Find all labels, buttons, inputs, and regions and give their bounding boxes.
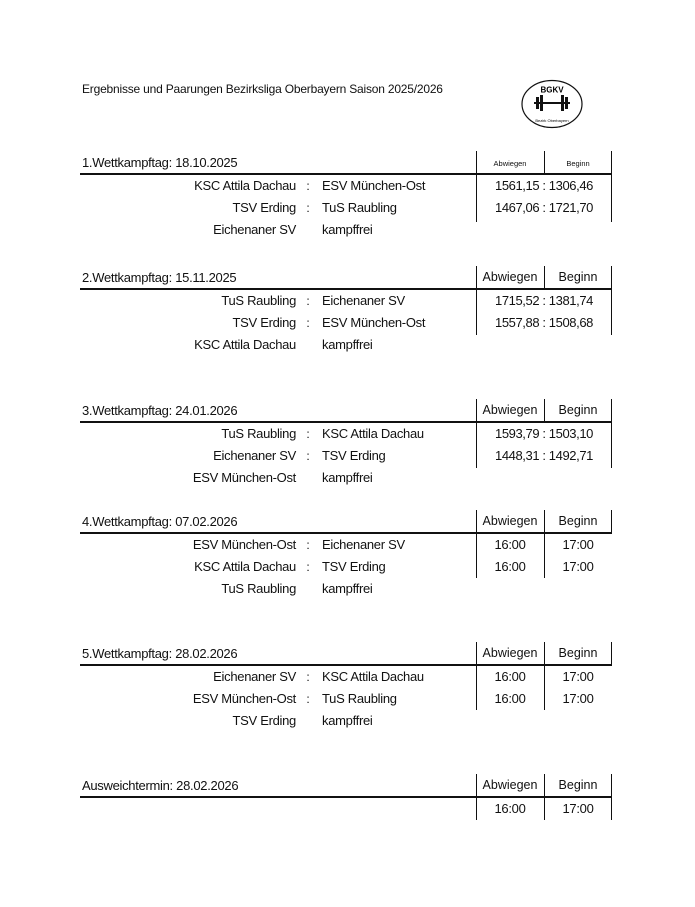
start-time: 17:00 bbox=[562, 669, 594, 684]
weigh-in-time: 16:00 bbox=[494, 669, 526, 684]
matchday-2 bbox=[0, 266, 695, 366]
start-time: 17:00 bbox=[562, 559, 594, 574]
weigh-in-header: Abwiegen bbox=[482, 403, 538, 417]
away-team: KSC Attila Dachau bbox=[322, 426, 424, 441]
matchday-1 bbox=[0, 151, 695, 251]
vs-separator: : bbox=[306, 201, 310, 215]
away-team: ESV München-Ost bbox=[322, 315, 426, 330]
bye-team: KSC Attila Dachau bbox=[194, 337, 296, 352]
start-time: 17:00 bbox=[562, 801, 594, 816]
vs-separator: : bbox=[306, 316, 310, 330]
vs-separator: : bbox=[306, 449, 310, 463]
start-header: Beginn bbox=[558, 403, 598, 417]
bye-team: TSV Erding bbox=[232, 713, 296, 728]
bye-team: ESV München-Ost bbox=[192, 470, 296, 485]
weigh-in-time: 16:00 bbox=[494, 801, 526, 816]
alternate-title: Ausweichtermin: 28.02.2026 bbox=[82, 778, 239, 793]
match-result: 1467,06 : 1721,70 bbox=[494, 200, 594, 215]
away-team: ESV München-Ost bbox=[322, 178, 426, 193]
start-time: 17:00 bbox=[562, 537, 594, 552]
weigh-in-header: Abwiegen bbox=[482, 514, 538, 528]
bye-team: TuS Raubling bbox=[221, 581, 296, 596]
barbell-icon bbox=[534, 95, 570, 111]
home-team: KSC Attila Dachau bbox=[194, 559, 296, 574]
bye-team: Eichenaner SV bbox=[213, 222, 296, 237]
matchday-title: 3.Wettkampftag: 24.01.2026 bbox=[82, 403, 238, 418]
home-team: Eichenaner SV bbox=[213, 669, 296, 684]
home-team: TuS Raubling bbox=[221, 426, 296, 441]
bgkv-logo bbox=[521, 79, 583, 129]
start-header: Beginn bbox=[558, 778, 598, 792]
home-team: TuS Raubling bbox=[221, 293, 296, 308]
vs-separator: : bbox=[306, 670, 310, 684]
home-team: TSV Erding bbox=[232, 315, 296, 330]
start-header: Beginn bbox=[558, 270, 598, 284]
away-team: TuS Raubling bbox=[322, 691, 397, 706]
start-header: Beginn bbox=[558, 646, 598, 660]
match-result: 1715,52 : 1381,74 bbox=[494, 293, 594, 308]
match-result: 1448,31 : 1492,71 bbox=[494, 448, 594, 463]
weigh-in-time: 16:00 bbox=[494, 691, 526, 706]
vs-separator: : bbox=[306, 427, 310, 441]
away-team: Eichenaner SV bbox=[322, 293, 405, 308]
matchday-3 bbox=[0, 399, 695, 499]
matchday-5 bbox=[0, 642, 695, 742]
logo-abbr: BGKV bbox=[540, 85, 564, 95]
away-team: KSC Attila Dachau bbox=[322, 669, 424, 684]
home-team: KSC Attila Dachau bbox=[194, 178, 296, 193]
vs-separator: : bbox=[306, 179, 310, 193]
weigh-in-time: 16:00 bbox=[494, 559, 526, 574]
matchday-title: 2.Wettkampftag: 15.11.2025 bbox=[82, 270, 237, 285]
page-title: Ergebnisse und Paarungen Bezirksliga Oberbayern Saison 2025/2026 bbox=[82, 82, 443, 96]
alternate-date bbox=[0, 774, 695, 824]
match-result: 1593,79 : 1503,10 bbox=[494, 426, 594, 441]
away-team: TuS Raubling bbox=[322, 200, 397, 215]
vs-separator: : bbox=[306, 538, 310, 552]
weigh-in-time: 16:00 bbox=[494, 537, 526, 552]
home-team: ESV München-Ost bbox=[192, 537, 296, 552]
weigh-in-header: Abwiegen bbox=[493, 159, 527, 168]
home-team: Eichenaner SV bbox=[213, 448, 296, 463]
weigh-in-header: Abwiegen bbox=[482, 270, 538, 284]
away-team: TSV Erding bbox=[322, 559, 386, 574]
vs-separator: : bbox=[306, 692, 310, 706]
bye-label: kampffrei bbox=[322, 713, 373, 728]
matchday-title: 5.Wettkampftag: 28.02.2026 bbox=[82, 646, 238, 661]
start-header: Beginn bbox=[566, 159, 590, 168]
vs-separator: : bbox=[306, 560, 310, 574]
vs-separator: : bbox=[306, 294, 310, 308]
start-time: 17:00 bbox=[562, 691, 594, 706]
matchday-4 bbox=[0, 510, 695, 610]
matchday-title: 4.Wettkampftag: 07.02.2026 bbox=[82, 514, 238, 529]
match-result: 1561,15 : 1306,46 bbox=[494, 178, 594, 193]
home-team: TSV Erding bbox=[232, 200, 296, 215]
away-team: TSV Erding bbox=[322, 448, 386, 463]
bye-label: kampffrei bbox=[322, 337, 373, 352]
bye-label: kampffrei bbox=[322, 222, 373, 237]
bye-label: kampffrei bbox=[322, 581, 373, 596]
logo-subtitle: Bezirk Oberbayern bbox=[535, 118, 569, 123]
start-header: Beginn bbox=[558, 514, 598, 528]
bye-label: kampffrei bbox=[322, 470, 373, 485]
match-result: 1557,88 : 1508,68 bbox=[494, 315, 594, 330]
away-team: Eichenaner SV bbox=[322, 537, 405, 552]
matchday-title: 1.Wettkampftag: 18.10.2025 bbox=[82, 155, 238, 170]
weigh-in-header: Abwiegen bbox=[482, 778, 538, 792]
weigh-in-header: Abwiegen bbox=[482, 646, 538, 660]
home-team: ESV München-Ost bbox=[192, 691, 296, 706]
